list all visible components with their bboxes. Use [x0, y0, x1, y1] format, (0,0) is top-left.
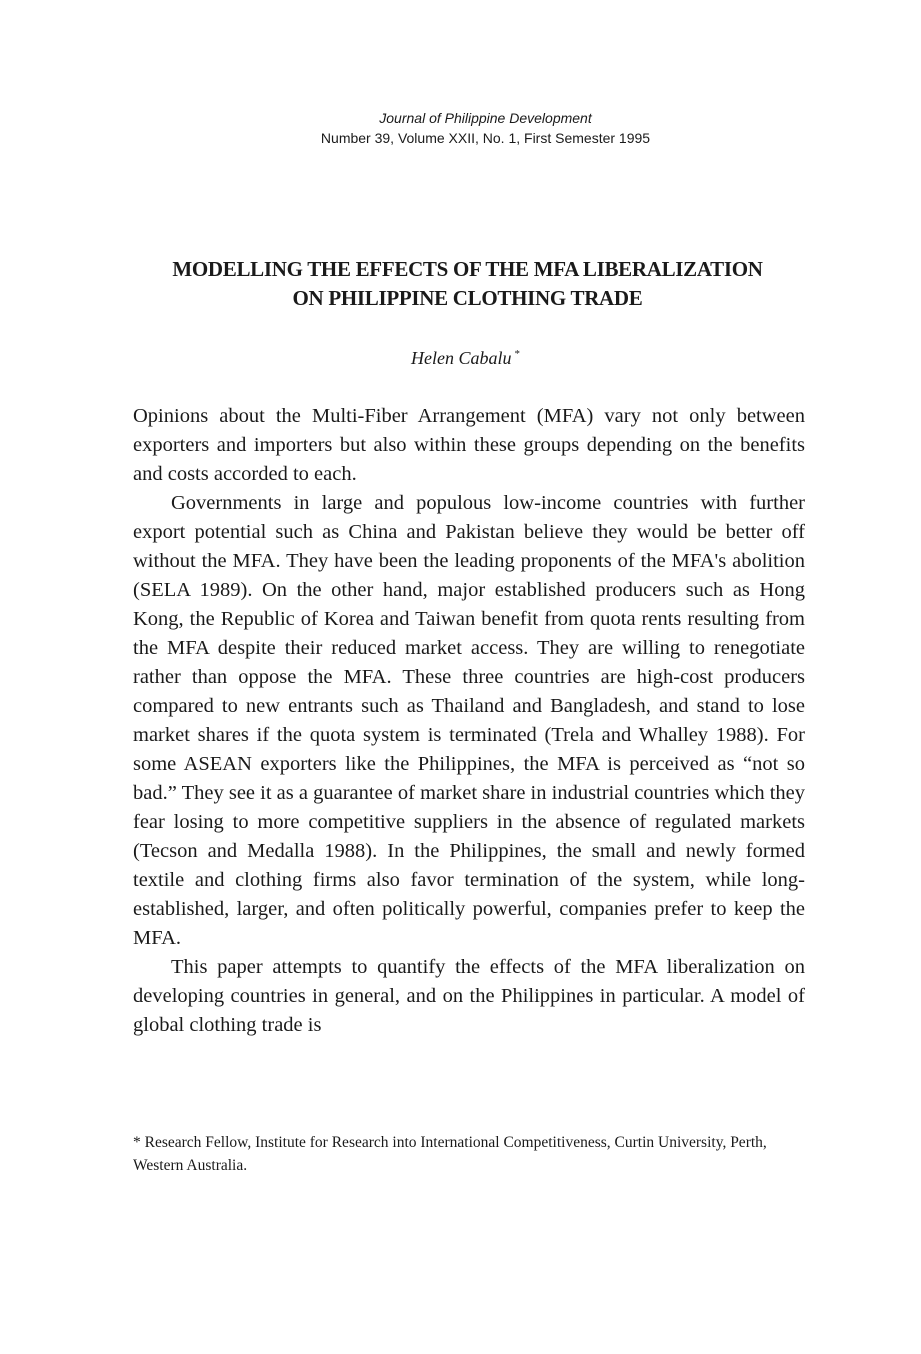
author-name: Helen Cabalu	[411, 348, 512, 368]
paragraph-3: This paper attempts to quantify the effects of the MFA liberalization on developing countries in general, and on the Philippines in particular. A model of global clothing trade is	[133, 956, 805, 1036]
body-text	[133, 402, 805, 1040]
article-title-line-1: MODELLING THE EFFECTS OF THE MFA LIBERALIZATION	[172, 257, 763, 281]
journal-issue: Number 39, Volume XXII, No. 1, First Semester 1995	[320, 130, 651, 146]
paragraph-1: Opinions about the Multi-Fiber Arrangement (MFA) vary not only between exporters and importers but also within these groups depending on the benefits and costs accorded to each.	[133, 405, 805, 485]
journal-header	[0, 108, 921, 148]
paragraph-2: Governments in large and populous low-income countries with further export potential such as China and Pakistan believe they would be better off without the MFA. They have been the leading proponents of the MFA's abolition (SELA 1989). On the other hand, major established producers such as Hong Kong, the Republic of Korea and Taiwan benefit from quota rents resulting from the MFA despite their reduced market access. They are willing to renegotiate rather than oppose the MFA. These three countries are high-cost producers compared to new entrants such as Thailand and Bangladesh, and stand to lose market shares if the quota system is terminated (Trela and Whalley 1988). For some ASEAN exporters like the Philippines, the MFA is perceived as “not so bad.” They see it as a guarantee of market share in industrial countries which they fear losing to more competitive suppliers in the absence of regulated markets (Tecson and Medalla 1988). In the Philippines, the small and newly formed textile and clothing firms also favor termination of the system, while long-established, larger, and often politically powerful, companies prefer to keep the MFA.	[133, 492, 805, 949]
author-line	[0, 348, 921, 369]
journal-name: Journal of Philippine Development	[379, 110, 592, 126]
author-footnote-mark: *	[514, 348, 520, 360]
footnote: * Research Fellow, Institute for Research into International Competitiveness, Curtin University, Perth, Western Australia.	[133, 1134, 767, 1174]
article-title-line-2: ON PHILIPPINE CLOTHING TRADE	[292, 286, 643, 310]
article-title	[100, 255, 835, 313]
